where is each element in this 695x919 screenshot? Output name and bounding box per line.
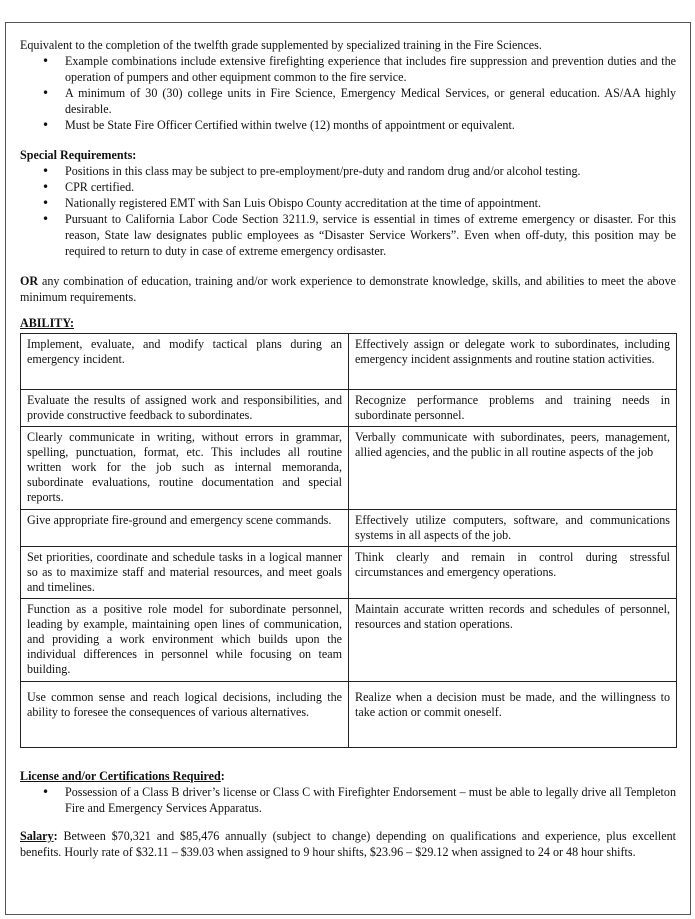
- ability-cell: Evaluate the results of assigned work and responsibilities, and provide constructive feedback to subordinates.: [21, 390, 349, 427]
- table-row: [21, 427, 677, 510]
- education-list: [20, 53, 676, 133]
- license-bullet: • Possession of a Class B driver’s license or Class C with Firefighter Endorsement – must be able to legally drive all Templeton Fire and Emergency Services Apparatus.: [20, 784, 676, 816]
- ability-cell: Implement, evaluate, and modify tactical plans during an emergency incident.: [21, 334, 349, 390]
- special-bullet: • CPR certified.: [20, 179, 676, 195]
- salary-text: Between $70,321 and $85,476 annually (subject to change) depending on qualifications and experience, plus excellent benefits. Hourly rate of $32.11 – $39.03 when assigned to 9 hour shifts, $23.96 – $29.12 when assigned to 24 or 48 hour shifts.: [20, 829, 676, 859]
- education-bullet: • A minimum of 30 (30) college units in Fire Science, Emergency Medical Services, or general education. AS/AA highly desirable.: [20, 85, 676, 117]
- education-intro: Equivalent to the completion of the twelfth grade supplemented by specialized training in the Fire Sciences.: [20, 38, 542, 52]
- ability-cell: Effectively utilize computers, software, and communications systems in all aspects of the job.: [349, 510, 677, 547]
- education-bullet: • Must be State Fire Officer Certified within twelve (12) months of appointment or equivalent.: [20, 117, 676, 133]
- special-requirements-list: [20, 163, 676, 259]
- special-bullet: • Pursuant to California Labor Code Section 3211.9, service is essential in times of extreme emergency or disaster. For this reason, State law designates public employees as “Disaster Service Workers”. Even when off-duty, this position may be required to return to duty in case of extreme emergency ordisaster.: [20, 211, 676, 259]
- table-row: [21, 390, 677, 427]
- license-colon: :: [220, 769, 225, 783]
- salary-colon: :: [53, 829, 58, 843]
- or-text: any combination of education, training and/or work experience to demonstrate knowledge, skills, and abilities to meet the above minimum requirements.: [20, 274, 676, 304]
- table-row: [21, 510, 677, 547]
- ability-cell: Realize when a decision must be made, and the willingness to take action or commit oneself.: [349, 682, 677, 748]
- ability-cell: Maintain accurate written records and schedules of personnel, resources and station operations.: [349, 599, 677, 682]
- table-row: [21, 334, 677, 390]
- table-row: [21, 682, 677, 748]
- ability-cell: Verbally communicate with subordinates, peers, management, allied agencies, and the public in all routine aspects of the job: [349, 427, 677, 510]
- document-page: [5, 22, 691, 915]
- ability-cell: Effectively assign or delegate work to subordinates, including emergency incident assignments and routine station activities.: [349, 334, 677, 390]
- ability-table: [20, 333, 677, 748]
- or-clause: [20, 273, 676, 305]
- license-heading: License and/or Certifications Required: [20, 769, 221, 783]
- table-row: [21, 547, 677, 599]
- ability-cell: Give appropriate fire-ground and emergency scene commands.: [21, 510, 349, 547]
- or-label: OR: [20, 274, 39, 288]
- special-requirements-heading: Special Requirements:: [20, 148, 137, 162]
- ability-cell: Set priorities, coordinate and schedule tasks in a logical manner so as to maximize staff and material resources, and meet goals and timelines.: [21, 547, 349, 599]
- salary-paragraph: [20, 828, 676, 860]
- ability-cell: Think clearly and remain in control during stressful circumstances and emergency operations.: [349, 547, 677, 599]
- ability-cell: Function as a positive role model for subordinate personnel, leading by example, maintaining open lines of communication, and providing a work environment which builds upon the individual differences in personnel while focusing on team building.: [21, 599, 349, 682]
- license-list: [20, 784, 676, 816]
- special-bullet: • Nationally registered EMT with San Luis Obispo County accreditation at the time of appointment.: [20, 195, 676, 211]
- document-content: [20, 37, 676, 860]
- ability-cell: Clearly communicate in writing, without errors in grammar, spelling, punctuation, format, etc. This includes all routine written work for the job such as internal memoranda, subordinate evaluations, routine documentation and special reports.: [21, 427, 349, 510]
- ability-cell: Recognize performance problems and training needs in subordinate personnel.: [349, 390, 677, 427]
- ability-heading: ABILITY:: [20, 316, 74, 330]
- license-heading-line: [20, 768, 676, 784]
- ability-cell: Use common sense and reach logical decisions, including the ability to foresee the consequences of various alternatives.: [21, 682, 349, 748]
- salary-label: Salary: [20, 829, 54, 843]
- table-row: [21, 599, 677, 682]
- special-bullet: • Positions in this class may be subject to pre-employment/pre-duty and random drug and/or alcohol testing.: [20, 163, 676, 179]
- education-bullet: • Example combinations include extensive firefighting experience that includes fire suppression and prevention duties and the operation of pumpers and other equipment common to the fire service.: [20, 53, 676, 85]
